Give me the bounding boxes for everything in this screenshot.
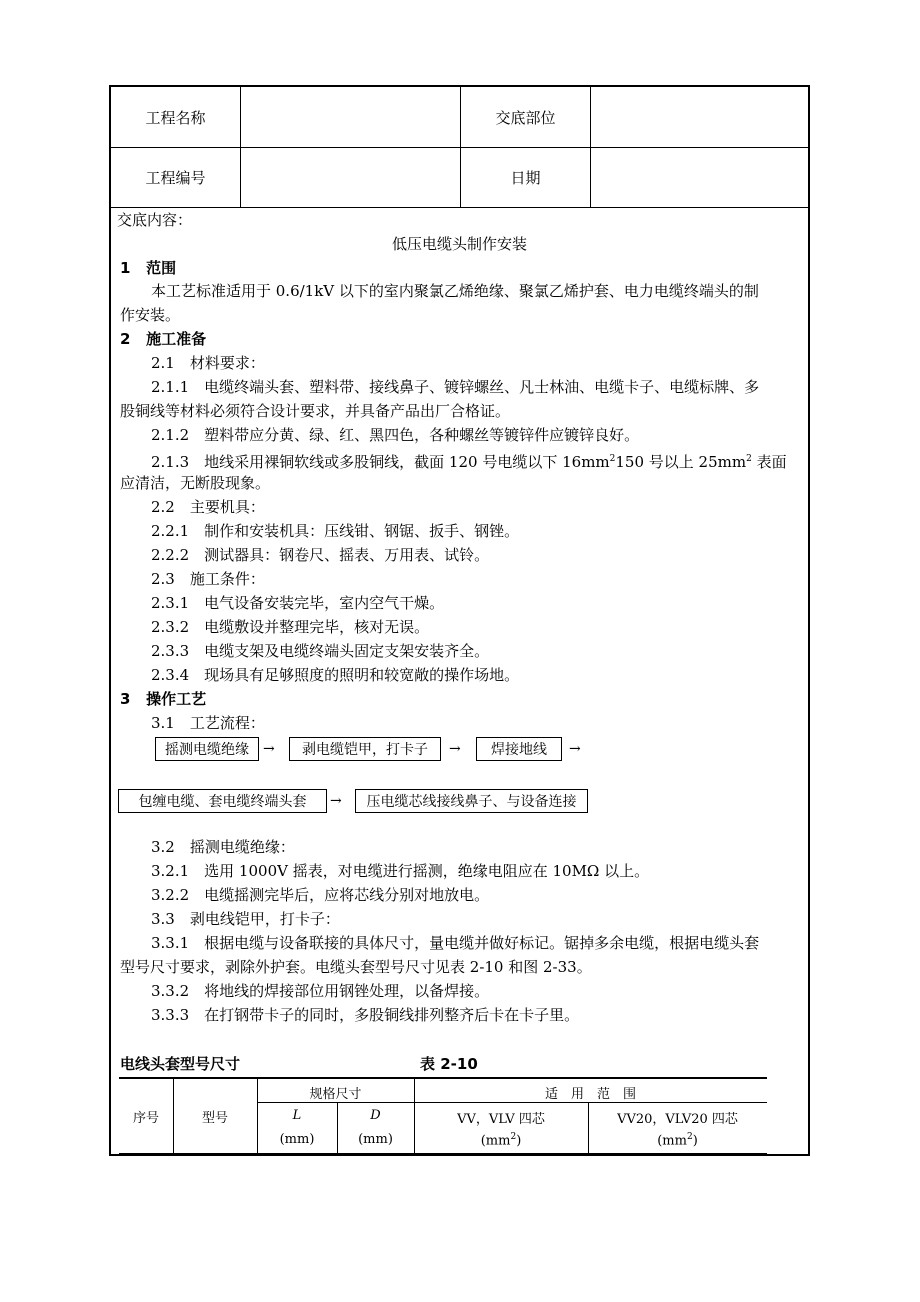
section-2-heading	[120, 327, 206, 351]
disclosure-form	[109, 85, 810, 1156]
superscript-2a: 2	[609, 454, 616, 464]
section-1-para-line2: 作安装。	[120, 306, 181, 324]
flow-arrow-icon: →	[449, 741, 461, 757]
item-2-1-3-line1	[151, 447, 787, 474]
item-3-2: 3.2 摇测电缆绝缘：	[151, 838, 295, 856]
item-2-3-3: 2.3.3 电缆支架及电缆终端头固定支架安装齐全。	[151, 642, 490, 660]
table-header-vv20-unit	[588, 1132, 767, 1148]
item-2-1-3-part-b: 150 号以上 25mm	[615, 453, 747, 471]
unit-text: (mm	[657, 1133, 687, 1149]
table-mid-rule	[257, 1102, 767, 1103]
date-value[interactable]	[591, 147, 808, 207]
dept-label: 交底部位	[461, 87, 591, 147]
table-header-vv: VV，VLV 四芯	[457, 1112, 545, 1127]
unit-superscript: 2	[686, 1132, 693, 1142]
table-header-spec: 规格尺寸	[309, 1087, 362, 1102]
section-1-heading	[120, 256, 176, 280]
item-2-1-3-part-a: 2.1.3 地线采用裸铜软线或多股铜线，截面 120 号电缆以下 16mm	[151, 453, 610, 471]
project-name-value[interactable]	[241, 87, 461, 147]
table-header-L-unit: (mm)	[279, 1132, 315, 1147]
item-3-2-1: 3.2.1 选用 1000V 摇表，对电缆进行摇测，绝缘电阻应在 10MΩ 以上。	[151, 862, 650, 880]
section-3-number: 3	[120, 690, 131, 708]
table-top-rule	[119, 1077, 767, 1079]
flow-arrow-icon: →	[263, 741, 275, 757]
header-row-2	[111, 147, 808, 208]
section-1-title: 范围	[146, 259, 177, 277]
flow-arrow-icon: →	[330, 793, 342, 809]
dept-value[interactable]	[591, 87, 808, 147]
superscript-2b: 2	[746, 454, 752, 464]
item-2-1-1-line1: 2.1.1 电缆终端头套、塑料带、接线鼻子、镀锌螺丝、凡士林油、电缆卡子、电缆标牌、多	[151, 378, 760, 396]
date-label: 日期	[461, 147, 591, 207]
flow-step-strip-armor: 剥电缆铠甲，打卡子	[289, 737, 441, 761]
item-2-2: 2.2 主要机具：	[151, 498, 265, 516]
table-header-model: 型号	[201, 1111, 228, 1126]
section-2-number: 2	[120, 330, 131, 348]
header-row-1	[111, 87, 808, 148]
section-2-title: 施工准备	[146, 330, 207, 348]
item-2-1-1-line2: 股铜线等材料必须符合设计要求，并具备产品出厂合格证。	[120, 402, 511, 420]
item-2-1: 2.1 材料要求：	[151, 354, 265, 372]
table-header-D-unit: (mm)	[358, 1132, 393, 1147]
table-number: 表 2-10	[420, 1055, 478, 1073]
flow-step-weld-ground: 焊接地线	[476, 737, 562, 761]
project-no-value[interactable]	[241, 147, 461, 207]
item-3-2-2: 3.2.2 电缆摇测完毕后，应将芯线分别对地放电。	[151, 886, 490, 904]
table-header-seq: 序号	[132, 1111, 159, 1126]
content-label: 交底内容：	[117, 211, 193, 229]
project-name-label: 工程名称	[111, 87, 241, 147]
item-2-3-1: 2.3.1 电气设备安装完毕，室内空气干燥。	[151, 594, 445, 612]
item-3-3: 3.3 剥电线铠甲，打卡子：	[151, 910, 340, 928]
flow-step-wrap-cable: 包缠电缆、套电缆终端头套	[118, 789, 327, 813]
item-2-3-2: 2.3.2 电缆敷设并整理完毕，核对无误。	[151, 618, 430, 636]
table-header-scope: 适 用 范 围	[544, 1087, 636, 1102]
item-3-3-1-line1: 3.3.1 根据电缆与设备联接的具体尺寸，量电缆并做好标记。锯掉多余电缆，根据电缆头套	[151, 934, 760, 952]
section-3-title: 操作工艺	[146, 690, 207, 708]
item-2-3: 2.3 施工条件：	[151, 570, 265, 588]
unit-text: (mm	[480, 1133, 511, 1149]
table-bottom-rule	[119, 1153, 767, 1155]
flow-arrow-icon: →	[569, 741, 581, 757]
table-header-vv-unit	[414, 1132, 588, 1148]
unit-close: )	[516, 1133, 522, 1149]
unit-close: )	[692, 1133, 698, 1149]
section-1-number: 1	[120, 259, 131, 277]
item-2-2-1: 2.2.1 制作和安装机具：压线钳、钢锯、扳手、钢锉。	[151, 522, 520, 540]
item-2-2-2: 2.2.2 测试器具：钢卷尺、摇表、万用表、试铃。	[151, 546, 490, 564]
section-1-para-line1: 本工艺标准适用于 0.6/1kV 以下的室内聚氯乙烯绝缘、聚氯乙烯护套、电力电缆终端头的制	[151, 282, 759, 300]
item-2-1-3-line2: 应清洁，无断股现象。	[120, 474, 271, 492]
flow-step-crimp-connect: 压电缆芯线接线鼻子、与设备连接	[355, 789, 588, 813]
item-2-1-2: 2.1.2 塑料带应分黄、绿、红、黑四色，各种螺丝等镀锌件应镀锌良好。	[151, 426, 640, 444]
section-3-heading	[120, 687, 206, 711]
doc-title: 低压电缆头制作安装	[391, 235, 527, 253]
table-header-vv20: VV20，VLV20 四芯	[617, 1112, 738, 1127]
table-header-D: D	[370, 1108, 381, 1123]
unit-superscript: 2	[510, 1132, 517, 1142]
item-3-1: 3.1 工艺流程：	[151, 714, 265, 732]
item-3-3-2: 3.3.2 将地线的焊接部位用钢锉处理，以备焊接。	[151, 982, 490, 1000]
table-title: 电线头套型号尺寸	[120, 1055, 241, 1073]
item-3-3-3: 3.3.3 在打钢带卡子的同时，多股铜线排列整齐后卡在卡子里。	[151, 1006, 580, 1024]
flow-step-insulation-test: 摇测电缆绝缘	[155, 737, 259, 761]
item-2-1-3-part-c: 表面	[756, 453, 787, 471]
table-header-L: L	[292, 1108, 302, 1123]
project-no-label: 工程编号	[111, 147, 241, 207]
item-2-3-4: 2.3.4 现场具有足够照度的照明和较宽敞的操作场地。	[151, 666, 520, 684]
item-3-3-1-line2: 型号尺寸要求，剥除外护套。电缆头套型号尺寸见表 2-10 和图 2-33。	[120, 958, 592, 976]
